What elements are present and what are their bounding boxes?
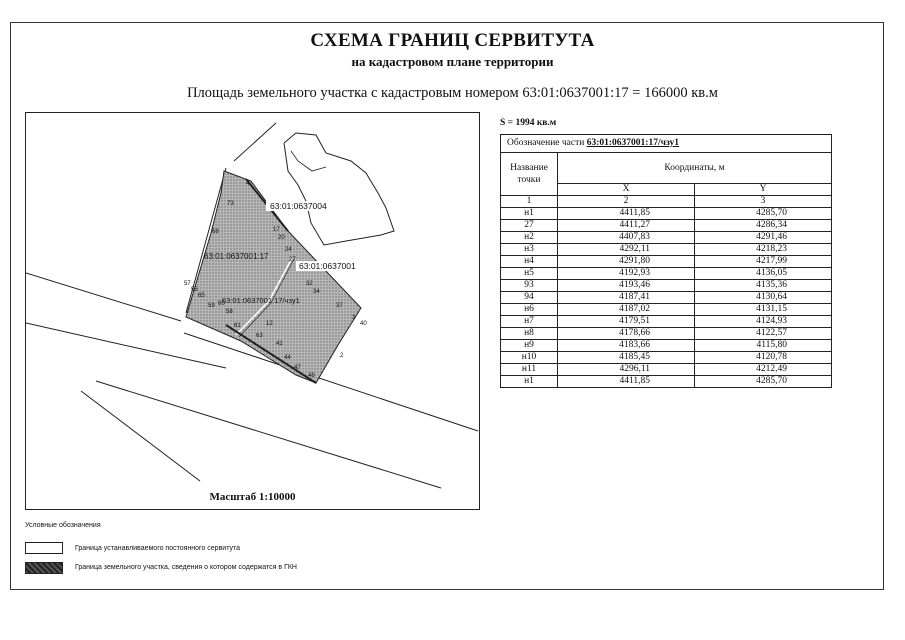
legend-title: Условные обозначения bbox=[25, 522, 101, 529]
point-number: 68 bbox=[212, 229, 219, 235]
table-row bbox=[501, 316, 832, 328]
legend-text-parcel: Граница земельного участка, сведения о котором содержатся в ГКН bbox=[75, 564, 297, 571]
road-line bbox=[26, 323, 226, 368]
table-row bbox=[501, 292, 832, 304]
coordinate-y-cell: 4135,36 bbox=[695, 280, 832, 292]
table-row bbox=[501, 268, 832, 280]
legend-text-servitude: Граница устанавливаемого постоянного сервитута bbox=[75, 545, 241, 552]
coordinate-x-cell: 4192,93 bbox=[558, 268, 695, 280]
road-line bbox=[26, 273, 181, 321]
table-row bbox=[501, 328, 832, 340]
coordinate-x-cell: 4183,66 bbox=[558, 340, 695, 352]
page-subtitle: на кадастровом плане территории bbox=[351, 54, 554, 69]
table-row bbox=[501, 364, 832, 376]
point-name-cell: 94 bbox=[501, 292, 558, 304]
part-label: 63:01:0637001:17/чзу1 bbox=[222, 296, 300, 305]
point-number: 41 bbox=[276, 341, 283, 347]
point-number: 32 bbox=[306, 281, 313, 287]
coordinate-y-cell: 4122,57 bbox=[695, 328, 832, 340]
coordinate-x-cell: 4296,11 bbox=[558, 364, 695, 376]
part-designation-row bbox=[501, 135, 832, 153]
point-number: 65 bbox=[198, 293, 205, 299]
road-line bbox=[234, 123, 276, 161]
point-name-cell: н7 bbox=[501, 316, 558, 328]
point-number: 58 bbox=[226, 309, 233, 315]
coordinate-x-cell: 4179,51 bbox=[558, 316, 695, 328]
point-name-cell: н5 bbox=[501, 268, 558, 280]
table-row bbox=[501, 280, 832, 292]
table-row bbox=[501, 232, 832, 244]
point-number: 24 bbox=[285, 247, 292, 253]
legend-swatch-parcel bbox=[25, 562, 63, 574]
table-row bbox=[501, 256, 832, 268]
building-outline bbox=[284, 133, 394, 245]
point-number: 34 bbox=[313, 289, 320, 295]
coordinate-x-cell: 4292,11 bbox=[558, 244, 695, 256]
col-number: 3 bbox=[695, 196, 832, 208]
coordinate-y-cell: 4136,05 bbox=[695, 268, 832, 280]
point-number: 20 bbox=[278, 235, 285, 241]
point-name-cell: н4 bbox=[501, 256, 558, 268]
point-name-cell: н8 bbox=[501, 328, 558, 340]
col-header-point: Название точки bbox=[501, 153, 558, 196]
point-name-cell: н1 bbox=[501, 208, 558, 220]
table-row bbox=[501, 340, 832, 352]
part-designation-cell bbox=[501, 135, 832, 153]
coordinate-y-cell: 4115,80 bbox=[695, 340, 832, 352]
table-row bbox=[501, 208, 832, 220]
area-statement: Площадь земельного участка с кадастровым номером 63:01:0637001:17 = 166000 кв.м bbox=[187, 85, 718, 101]
col-number: 1 bbox=[501, 196, 558, 208]
table-row bbox=[501, 304, 832, 316]
col-header-y: Y bbox=[695, 184, 832, 196]
point-name-cell: 93 bbox=[501, 280, 558, 292]
point-number: 37 bbox=[336, 303, 343, 309]
coordinate-y-cell: 4217,99 bbox=[695, 256, 832, 268]
point-number: 3 bbox=[352, 315, 356, 321]
coordinate-x-cell: 4193,46 bbox=[558, 280, 695, 292]
servitude-area: S = 1994 кв.м bbox=[500, 118, 557, 128]
point-number: 47 bbox=[294, 365, 301, 371]
point-number: 59 bbox=[208, 303, 215, 309]
point-number: 60 bbox=[218, 301, 225, 307]
point-name-cell: н3 bbox=[501, 244, 558, 256]
legend-swatch-servitude bbox=[25, 542, 63, 554]
table-row bbox=[501, 376, 832, 388]
part-code: 63:01:0637001:17/чзу1 bbox=[586, 138, 680, 148]
point-number: 12 bbox=[266, 321, 273, 327]
col-number: 2 bbox=[558, 196, 695, 208]
point-number: 46 bbox=[308, 373, 315, 379]
building-outline bbox=[291, 151, 326, 171]
coordinate-y-cell: 4130,64 bbox=[695, 292, 832, 304]
point-number: 44 bbox=[284, 355, 291, 361]
point-name-cell: н6 bbox=[501, 304, 558, 316]
col-header-x: X bbox=[558, 184, 695, 196]
coordinate-y-cell: 4291,46 bbox=[695, 232, 832, 244]
point-number: 27 bbox=[289, 257, 296, 263]
coordinate-y-cell: 4218,23 bbox=[695, 244, 832, 256]
coordinate-x-cell: 4407,83 bbox=[558, 232, 695, 244]
point-number: 63 bbox=[256, 333, 263, 339]
block-label-east: 63:01:0637001 bbox=[299, 261, 356, 271]
coordinate-y-cell: 4286,34 bbox=[695, 220, 832, 232]
point-name-cell: н9 bbox=[501, 340, 558, 352]
point-number: 40 bbox=[360, 321, 367, 327]
coordinate-x-cell: 4411,85 bbox=[558, 208, 695, 220]
coordinate-y-cell: 4212,49 bbox=[695, 364, 832, 376]
page-title: СХЕМА ГРАНИЦ СЕРВИТУТА bbox=[310, 30, 595, 51]
point-name-cell: н11 bbox=[501, 364, 558, 376]
cadastral-map bbox=[26, 113, 479, 491]
point-number: 55 bbox=[191, 287, 198, 293]
coordinate-x-cell: 4411,27 bbox=[558, 220, 695, 232]
point-number: 73 bbox=[227, 201, 234, 207]
coordinate-y-cell: 4124,93 bbox=[695, 316, 832, 328]
coordinate-y-cell: 4131,15 bbox=[695, 304, 832, 316]
block-label-north: 63:01:0637004 bbox=[270, 201, 327, 211]
table-row bbox=[501, 244, 832, 256]
point-name-cell: н10 bbox=[501, 352, 558, 364]
point-number: 57 bbox=[184, 281, 191, 287]
coordinate-x-cell: 4178,66 bbox=[558, 328, 695, 340]
coordinate-y-cell: 4120,78 bbox=[695, 352, 832, 364]
map-scale: Масштаб 1:10000 bbox=[209, 491, 296, 503]
coordinates-table bbox=[500, 134, 832, 388]
point-number: 4 bbox=[246, 181, 250, 187]
road-line bbox=[81, 391, 200, 481]
part-label: Обозначение части bbox=[507, 138, 585, 148]
coordinate-x-cell: 4291,80 bbox=[558, 256, 695, 268]
point-number: 17 bbox=[273, 227, 280, 233]
point-name-cell: н2 bbox=[501, 232, 558, 244]
col-header-coords: Координаты, м bbox=[558, 153, 832, 184]
coordinate-y-cell: 4285,70 bbox=[695, 208, 832, 220]
coordinate-x-cell: 4187,41 bbox=[558, 292, 695, 304]
point-name-cell: н1 bbox=[501, 376, 558, 388]
road-line bbox=[96, 381, 441, 488]
coordinate-x-cell: 4185,45 bbox=[558, 352, 695, 364]
coordinate-x-cell: 4411,85 bbox=[558, 376, 695, 388]
point-number: 2 bbox=[340, 353, 344, 359]
coordinate-y-cell: 4285,70 bbox=[695, 376, 832, 388]
point-name-cell: 27 bbox=[501, 220, 558, 232]
table-row bbox=[501, 220, 832, 232]
parcel-label: 63:01:0637001:17 bbox=[204, 252, 269, 261]
coordinate-x-cell: 4187,02 bbox=[558, 304, 695, 316]
point-number: 61 bbox=[234, 323, 241, 329]
table-row bbox=[501, 352, 832, 364]
